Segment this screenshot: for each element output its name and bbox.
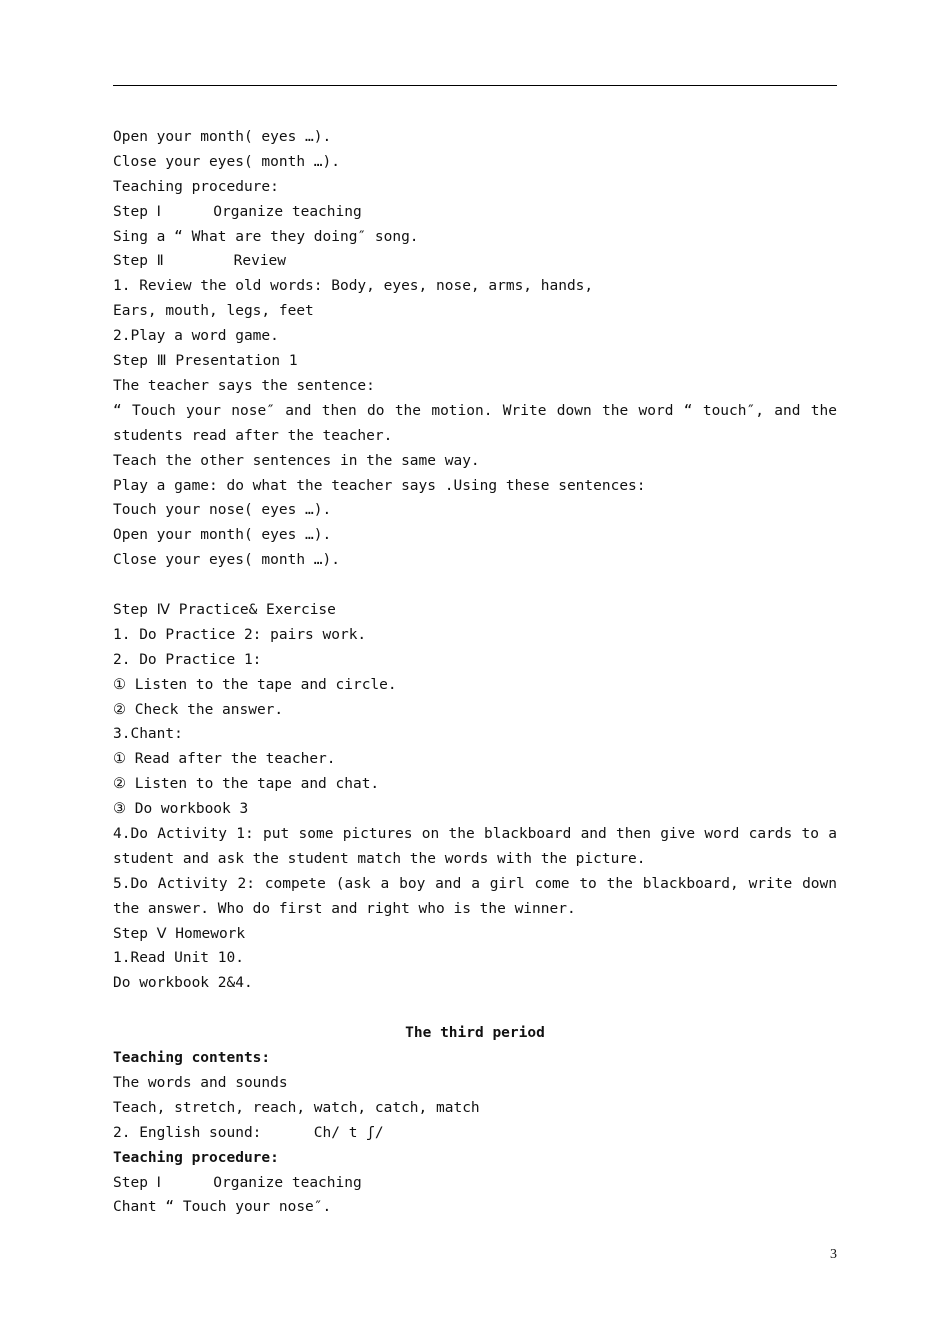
section-heading: Teaching procedure:: [113, 1149, 279, 1166]
step-heading: Step Ⅰ Organize teaching: [113, 203, 362, 220]
text-line: 3.Chant:: [113, 726, 183, 743]
list-item: ② Check the answer.: [113, 701, 284, 718]
text-line: 1. Review the old words: Body, eyes, nose, arms, hands,: [113, 278, 594, 295]
text-line: Play a game: do what the teacher says .Using these sentences:: [113, 477, 646, 494]
text-line: Close your eyes( month …).: [113, 552, 340, 569]
text-line: Touch your nose( eyes …).: [113, 502, 332, 519]
paragraph: 4.Do Activity 1: put some pictures on the blackboard and then give word cards to a student and ask the student match the words with the picture.: [113, 825, 837, 867]
text-line: Open your month( eyes …).: [113, 129, 332, 145]
text-line: 2. English sound: Ch/ t ʃ/: [113, 1124, 384, 1141]
text-line: Sing a “ What are they doing″ song.: [113, 228, 419, 245]
text-line: Do workbook 2&4.: [113, 975, 253, 992]
step-heading: Step Ⅳ Practice& Exercise: [113, 601, 336, 618]
text-line: The teacher says the sentence:: [113, 377, 375, 394]
section-title: The third period: [405, 1025, 545, 1042]
text-line: Close your eyes( month …).: [113, 153, 340, 170]
page-number: 3: [830, 1247, 837, 1262]
text-line: Ears, mouth, legs, feet: [113, 303, 314, 320]
text-line: The words and sounds: [113, 1074, 288, 1091]
text-line: 1. Do Practice 2: pairs work.: [113, 626, 367, 643]
blank-line: [113, 996, 837, 1021]
text-line: 2.Play a word game.: [113, 328, 279, 345]
paragraph: 5.Do Activity 2: compete (ask a boy and a girl come to the blackboard, write down the answer. Who do first and right who is the winner.: [113, 875, 837, 917]
document-body: [113, 125, 837, 1220]
text-line: Teach, stretch, reach, watch, catch, match: [113, 1099, 480, 1116]
text-line: Open your month( eyes …).: [113, 527, 332, 544]
step-heading: Step Ⅰ Organize teaching: [113, 1174, 362, 1191]
section-heading: Teaching contents:: [113, 1050, 271, 1067]
header-rule: [113, 85, 837, 86]
text-line: 2. Do Practice 1:: [113, 651, 262, 668]
text-line: 1.Read Unit 10.: [113, 950, 244, 967]
list-item: ① Listen to the tape and circle.: [113, 676, 397, 693]
list-item: ① Read after the teacher.: [113, 751, 336, 768]
text-line: Chant “ Touch your nose″.: [113, 1199, 332, 1216]
list-item: ② Listen to the tape and chat.: [113, 776, 380, 793]
text-line: Teach the other sentences in the same way.: [113, 452, 480, 469]
step-heading: Step Ⅲ Presentation 1: [113, 353, 298, 370]
blank-line: [113, 573, 837, 598]
text-line: Teaching procedure:: [113, 178, 279, 195]
list-item: ③ Do workbook 3: [113, 801, 249, 818]
step-heading: Step Ⅱ Review: [113, 253, 287, 270]
paragraph: “ Touch your nose″ and then do the motion. Write down the word “ touch″, and the students read after the teacher.: [113, 402, 837, 444]
step-heading: Step Ⅴ Homework: [113, 925, 246, 942]
